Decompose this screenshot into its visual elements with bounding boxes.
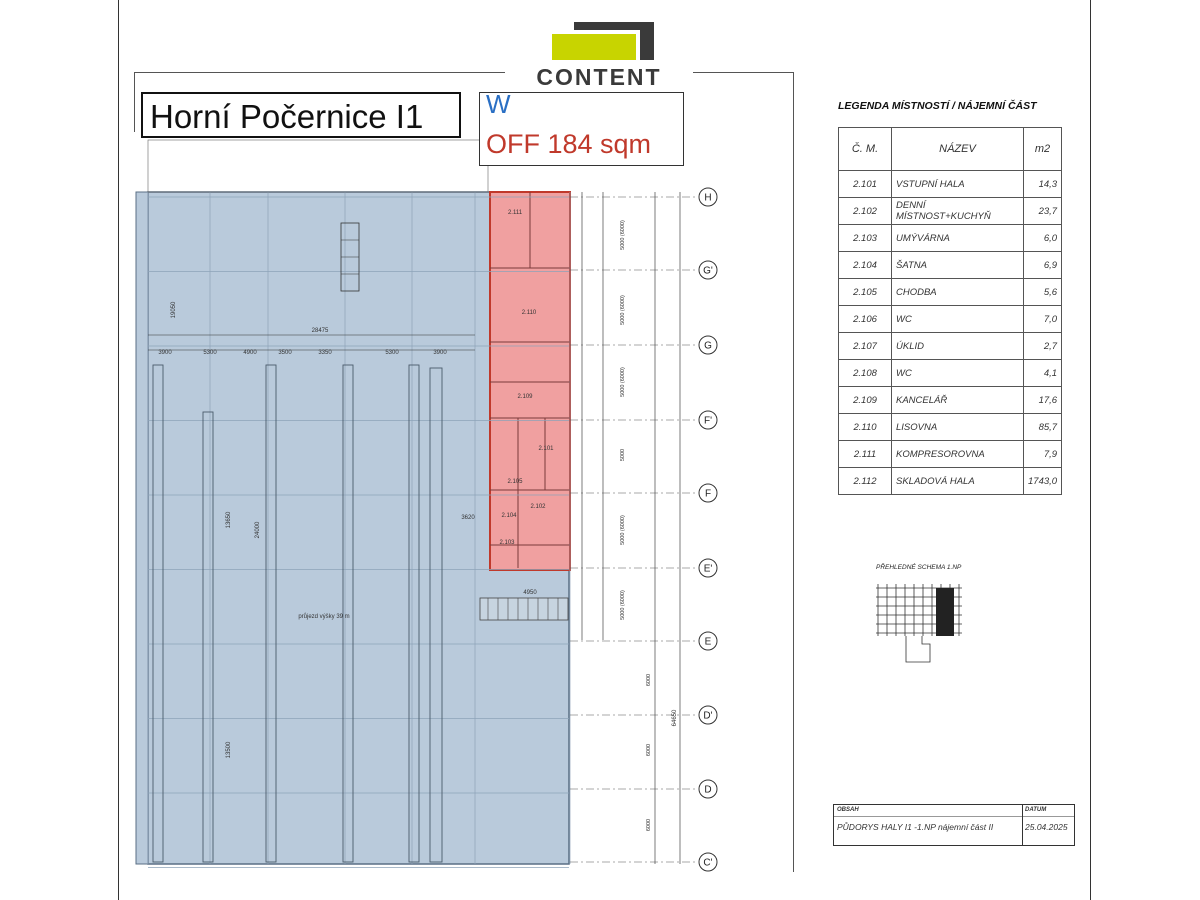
stamp-label-content: OBSAH bbox=[837, 807, 859, 813]
grid-axis-label: G' bbox=[703, 265, 713, 277]
dim-right-segment: 6000 bbox=[646, 743, 652, 757]
overview-schema bbox=[870, 574, 970, 674]
legend-room-name: KANCELÁŘ bbox=[892, 387, 1024, 414]
dim-right-overall: 64650 bbox=[672, 709, 678, 727]
legend-room-name: WC bbox=[892, 360, 1024, 387]
legend-header-name: NÁZEV bbox=[892, 128, 1024, 171]
dim-misc: průjezd výšky 39 m bbox=[298, 614, 350, 620]
legend-room-name: LISOVNA bbox=[892, 414, 1024, 441]
legend-room-name: DENNÍ MÍSTNOST+KUCHYŇ bbox=[892, 198, 1024, 225]
room-label: 2.110 bbox=[521, 310, 537, 316]
legend-row bbox=[839, 441, 1062, 468]
legend-header-row bbox=[839, 128, 1062, 171]
dim-top-bay: 3900 bbox=[158, 350, 172, 356]
room-label: 2.111 bbox=[507, 210, 523, 216]
legend-room-number: 2.108 bbox=[839, 360, 892, 387]
legend-row bbox=[839, 198, 1062, 225]
legend-room-area: 23,7 bbox=[1024, 198, 1062, 225]
room-label: 2.102 bbox=[530, 504, 546, 510]
legend-room-area: 7,9 bbox=[1024, 441, 1062, 468]
room-label: 2.109 bbox=[517, 394, 533, 400]
dim-right-segment: 5000 (6000) bbox=[620, 515, 626, 545]
dim-right-segment: 5000 bbox=[620, 448, 626, 462]
grid-axis-label: C' bbox=[703, 857, 713, 869]
legend-row bbox=[839, 414, 1062, 441]
dim-right-segment: 5000 (6000) bbox=[620, 590, 626, 620]
schema-annex bbox=[906, 636, 930, 662]
dim-right-segment: 5000 (6000) bbox=[620, 367, 626, 397]
legend-room-name: KOMPRESOROVNA bbox=[892, 441, 1024, 468]
legend-room-number: 2.105 bbox=[839, 279, 892, 306]
grid-axis-label: E' bbox=[703, 563, 713, 575]
dim-right-segment: 5000 (6000) bbox=[620, 295, 626, 325]
upper-zone bbox=[148, 140, 488, 192]
legend-room-area: 14,3 bbox=[1024, 171, 1062, 198]
legend-room-number: 2.102 bbox=[839, 198, 892, 225]
warehouse-left-strip bbox=[136, 192, 148, 864]
legend-room-number: 2.111 bbox=[839, 441, 892, 468]
legend-header-number: Č. M. bbox=[839, 128, 892, 171]
legend-room-number: 2.101 bbox=[839, 171, 892, 198]
dim-top-overall: 28475 bbox=[311, 328, 329, 334]
office-area-label: OFF 184 sqm bbox=[486, 129, 652, 159]
logo-mark-icon bbox=[552, 22, 654, 60]
legend-room-area: 85,7 bbox=[1024, 414, 1062, 441]
grid-axis-label: D' bbox=[703, 710, 713, 722]
dim-left: 13650 bbox=[226, 511, 232, 529]
legend-room-number: 2.109 bbox=[839, 387, 892, 414]
schema-highlight-block bbox=[936, 588, 954, 636]
legend-body bbox=[839, 171, 1062, 495]
dim-top-bay: 5300 bbox=[203, 350, 217, 356]
legend-title: LEGENDA MÍSTNOSTÍ / NÁJEMNÍ ČÁST bbox=[838, 100, 1037, 112]
dim-left: 13500 bbox=[226, 741, 232, 759]
grid-axis-label: G bbox=[704, 340, 712, 352]
legend-room-area: 7,0 bbox=[1024, 306, 1062, 333]
grid-axis-label: H bbox=[704, 192, 712, 204]
room-label: 2.105 bbox=[507, 479, 523, 485]
legend-room-number: 2.104 bbox=[839, 252, 892, 279]
area-line1-cover bbox=[514, 93, 684, 123]
legend-room-name: ÚKLID bbox=[892, 333, 1024, 360]
legend-room-area: 2,7 bbox=[1024, 333, 1062, 360]
legend-room-name: ŠATNA bbox=[892, 252, 1024, 279]
room-label: 2.103 bbox=[499, 540, 515, 546]
legend-room-name: CHODBA bbox=[892, 279, 1024, 306]
dock-block bbox=[480, 598, 568, 620]
legend-room-name: VSTUPNÍ HALA bbox=[892, 171, 1024, 198]
grid-axis-label: F' bbox=[703, 415, 713, 427]
schema-lines bbox=[876, 584, 962, 662]
legend-row bbox=[839, 360, 1062, 387]
legend-row bbox=[839, 333, 1062, 360]
dim-right-segment: 6000 bbox=[646, 673, 652, 687]
dim-right-segment: 6000 bbox=[646, 818, 652, 832]
dim-top-bay: 3350 bbox=[318, 350, 332, 356]
property-title: Horní Počernice I1 bbox=[141, 92, 461, 138]
legend-room-area: 17,6 bbox=[1024, 387, 1062, 414]
legend-room-number: 2.106 bbox=[839, 306, 892, 333]
grid-axis-label: E bbox=[704, 636, 712, 648]
dim-top-bay: 4900 bbox=[243, 350, 257, 356]
legend-room-area: 6,0 bbox=[1024, 225, 1062, 252]
title-stamp bbox=[833, 804, 1075, 846]
stamp-divider-v bbox=[1022, 805, 1023, 845]
logo-wordmark: CONTENT bbox=[536, 64, 662, 90]
area-line1: W bbox=[486, 92, 511, 119]
stamp-date: 25.04.2025 bbox=[1025, 822, 1068, 832]
legend-room-number: 2.103 bbox=[839, 225, 892, 252]
legend-row bbox=[839, 225, 1062, 252]
legend-row bbox=[839, 252, 1062, 279]
stamp-content: PŮDORYS HALY I1 -1.NP nájemní část II bbox=[837, 822, 994, 832]
dim-left: 24000 bbox=[255, 521, 261, 539]
legend-room-number: 2.112 bbox=[839, 468, 892, 495]
legend-row bbox=[839, 306, 1062, 333]
dim-top-bay: 5300 bbox=[385, 350, 399, 356]
legend-row bbox=[839, 279, 1062, 306]
dim-right-segment: 5000 (6000) bbox=[620, 220, 626, 250]
plan-static-lines bbox=[136, 140, 680, 868]
schema-title: PŘEHLEDNÉ SCHEMA 1.NP bbox=[876, 564, 962, 571]
dim-misc: 4950 bbox=[523, 590, 537, 596]
legend-header-area: m2 bbox=[1024, 128, 1062, 171]
grid-axis-label: D bbox=[704, 784, 712, 796]
dim-misc: 3620 bbox=[461, 515, 475, 521]
legend-row bbox=[839, 468, 1062, 495]
legend-room-name: WC bbox=[892, 306, 1024, 333]
legend-room-area: 4,1 bbox=[1024, 360, 1062, 387]
grid-axis-label: F bbox=[704, 488, 712, 500]
legend-room-area: 1743,0 bbox=[1024, 468, 1062, 495]
area-box bbox=[479, 92, 684, 166]
legend-table bbox=[838, 127, 1062, 495]
legend-room-area: 5,6 bbox=[1024, 279, 1062, 306]
legend-room-name: SKLADOVÁ HALA bbox=[892, 468, 1024, 495]
dim-top-bay: 3500 bbox=[278, 350, 292, 356]
legend-room-number: 2.107 bbox=[839, 333, 892, 360]
legend-row bbox=[839, 171, 1062, 198]
dim-left: 19050 bbox=[171, 301, 177, 319]
legend-room-number: 2.110 bbox=[839, 414, 892, 441]
legend-room-name: UMÝVÁRNA bbox=[892, 225, 1024, 252]
dim-top-bay: 3900 bbox=[433, 350, 447, 356]
room-label: 2.101 bbox=[538, 446, 554, 452]
stamp-divider-h bbox=[834, 816, 1074, 817]
room-label: 2.104 bbox=[501, 513, 517, 519]
legend-row bbox=[839, 387, 1062, 414]
stamp-label-date: DATUM bbox=[1025, 807, 1047, 813]
legend-room-area: 6,9 bbox=[1024, 252, 1062, 279]
